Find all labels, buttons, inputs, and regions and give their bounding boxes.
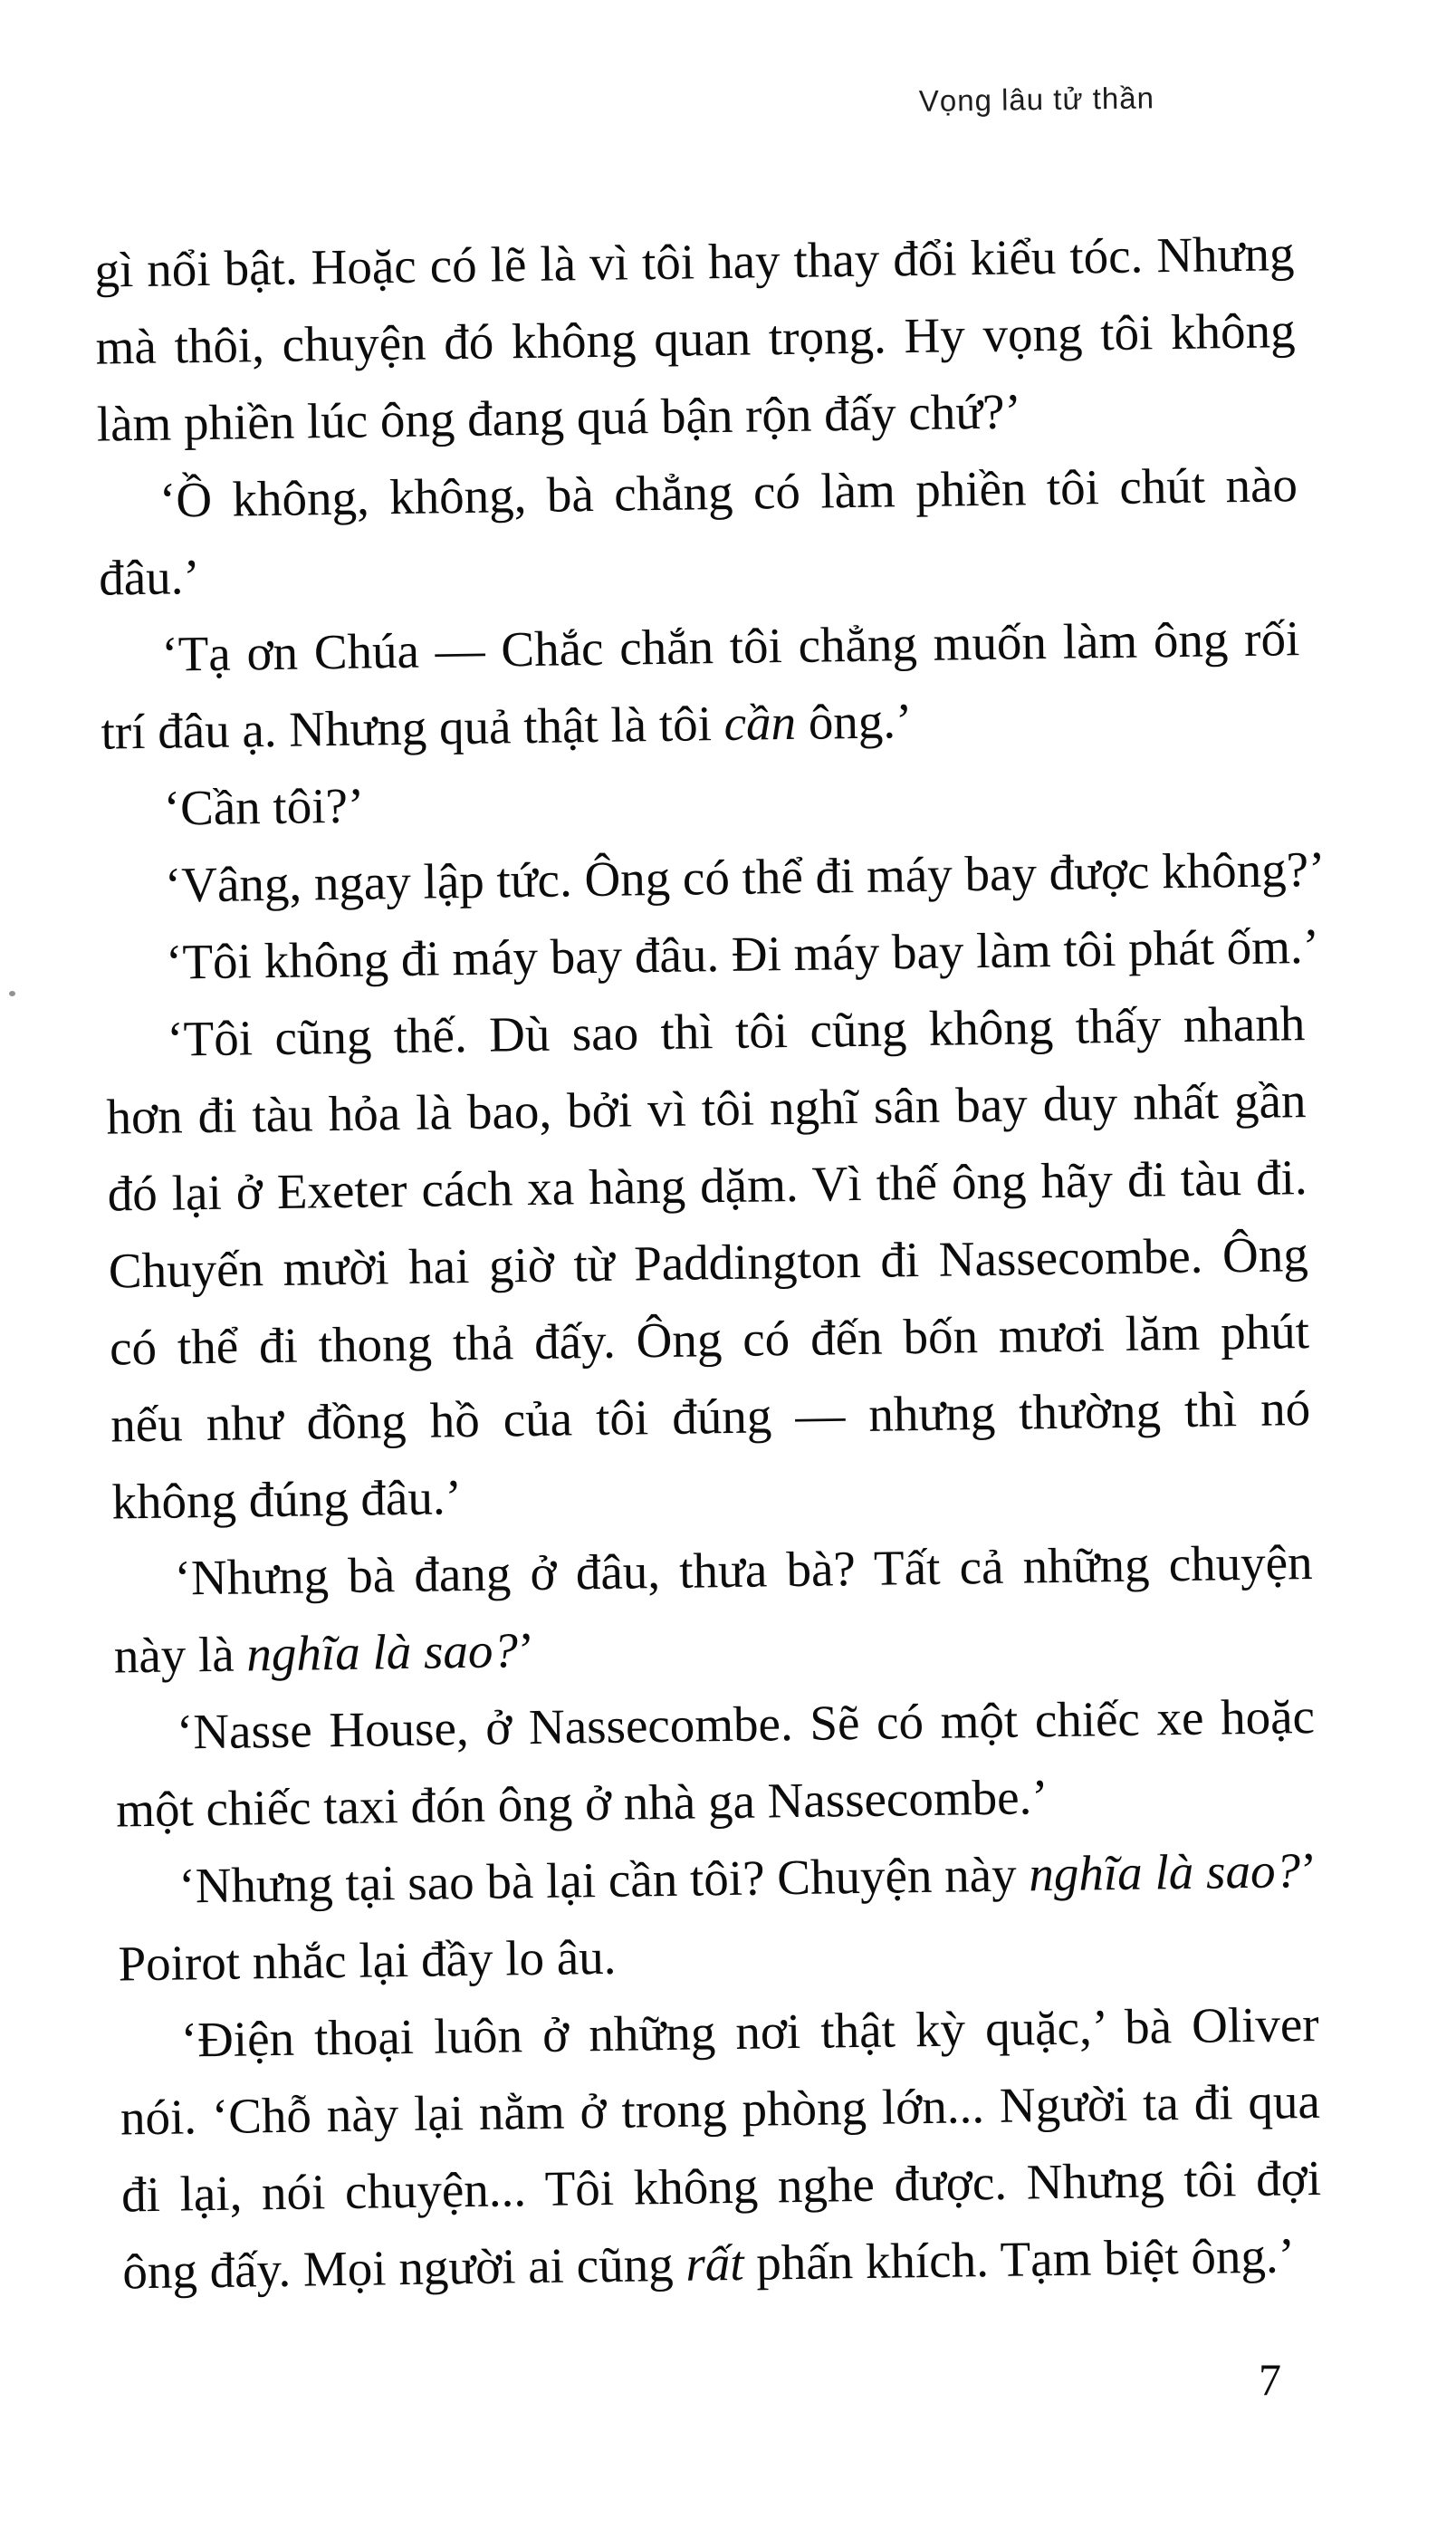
italic-text: rất: [685, 2235, 744, 2292]
text-segment: không đúng đâu.’: [111, 1469, 463, 1530]
text-segment: ‘Nhưng bà đang ở đâu, thưa bà? Tất cả những chuyện: [174, 1534, 1313, 1606]
text-segment: đó lại ở Exeter cách xa hàng dặm. Vì thế ông hãy đi tàu đi.: [107, 1149, 1308, 1222]
text-segment: làm phiền lúc ông đang quá bận rộn đấy chứ?’: [96, 383, 1022, 452]
text-segment: gì nổi bật. Hoặc có lẽ là vì tôi hay thay đổi kiểu tóc. Nhưng: [94, 226, 1295, 298]
text-segment: hơn đi tàu hỏa là bao, bởi vì tôi nghĩ sân bay duy nhất gần: [106, 1072, 1307, 1145]
text-segment: mà thôi, chuyện đó không quan trọng. Hy vọng tôi không: [95, 303, 1296, 375]
text-segment: ‘Tạ ơn Chúa — Chắc chắn tôi chẳng muốn làm ông rối: [160, 610, 1300, 682]
text-segment: ‘Tôi không đi máy bay đâu. Đi máy bay làm tôi phát ốm.’: [165, 918, 1320, 990]
text-segment: ’: [1299, 1841, 1317, 1898]
page-number: 7: [1259, 2354, 1281, 2405]
text-segment: ‘Nasse House, ở Nassecombe. Sẽ có một chiếc xe hoặc: [176, 1688, 1316, 1760]
text-segment: ‘Cần tôi?’: [163, 777, 365, 836]
text-segment: một chiếc taxi đón ông ở nhà ga Nassecombe.’: [115, 1769, 1049, 1838]
body-text: [94, 215, 1326, 2310]
text-segment: trí đâu ạ. Nhưng quả thật là tôi: [101, 696, 725, 760]
text-segment: ông.’: [795, 693, 913, 750]
text-segment: ‘Tôi cũng thế. Dù sao thì tôi cũng không thấy nhanh: [166, 995, 1306, 1067]
text-segment: đi lại, nói chuyện... Tôi không nghe được. Nhưng tôi đợi: [120, 2149, 1322, 2223]
text-segment: ’: [517, 1622, 535, 1678]
text-segment: nói. ‘Chỗ này lại nằm ở trong phòng lớn... Người ta đi qua: [120, 2072, 1321, 2146]
text-segment: Poirot nhắc lại đầy lo âu.: [118, 1928, 617, 1992]
text-segment: ‘Vâng, ngay lập tức. Ông có thể đi máy bay được không?’: [164, 841, 1326, 913]
text-segment: đâu.’: [98, 549, 201, 606]
text-segment: ‘Ồ không, không, bà chẳng có làm phiền tôi chút nào: [158, 457, 1298, 528]
italic-text: nghĩa là sao?: [245, 1622, 519, 1682]
text-segment: Chuyến mười hai giờ từ Paddington đi Nassecombe. Ông: [108, 1226, 1309, 1299]
text-segment: ‘Nhưng tại sao bà lại cần tôi? Chuyện này: [177, 1846, 1030, 1914]
text-segment: có thể đi thong thả đấy. Ông có đến bốn mươi lăm phút: [109, 1303, 1310, 1376]
text-segment: phấn khích. Tạm biệt ông.’: [743, 2227, 1296, 2291]
running-head: Vọng lâu tử thần: [918, 81, 1155, 118]
text-segment: ‘Điện thoại luôn ở những nơi thật kỳ quặc,’ bà Oliver: [180, 1995, 1320, 2068]
italic-text: cần: [723, 694, 797, 751]
scan-speck: [9, 991, 15, 996]
text-line: [122, 2216, 1323, 2310]
text-segment: này là: [113, 1626, 247, 1684]
text-segment: nếu như đồng hồ của tôi đúng — nhưng thường thì nó: [110, 1380, 1311, 1453]
text-segment: ông đấy. Mọi người ai cũng: [121, 2235, 686, 2300]
italic-text: nghĩa là sao?: [1028, 1842, 1301, 1902]
